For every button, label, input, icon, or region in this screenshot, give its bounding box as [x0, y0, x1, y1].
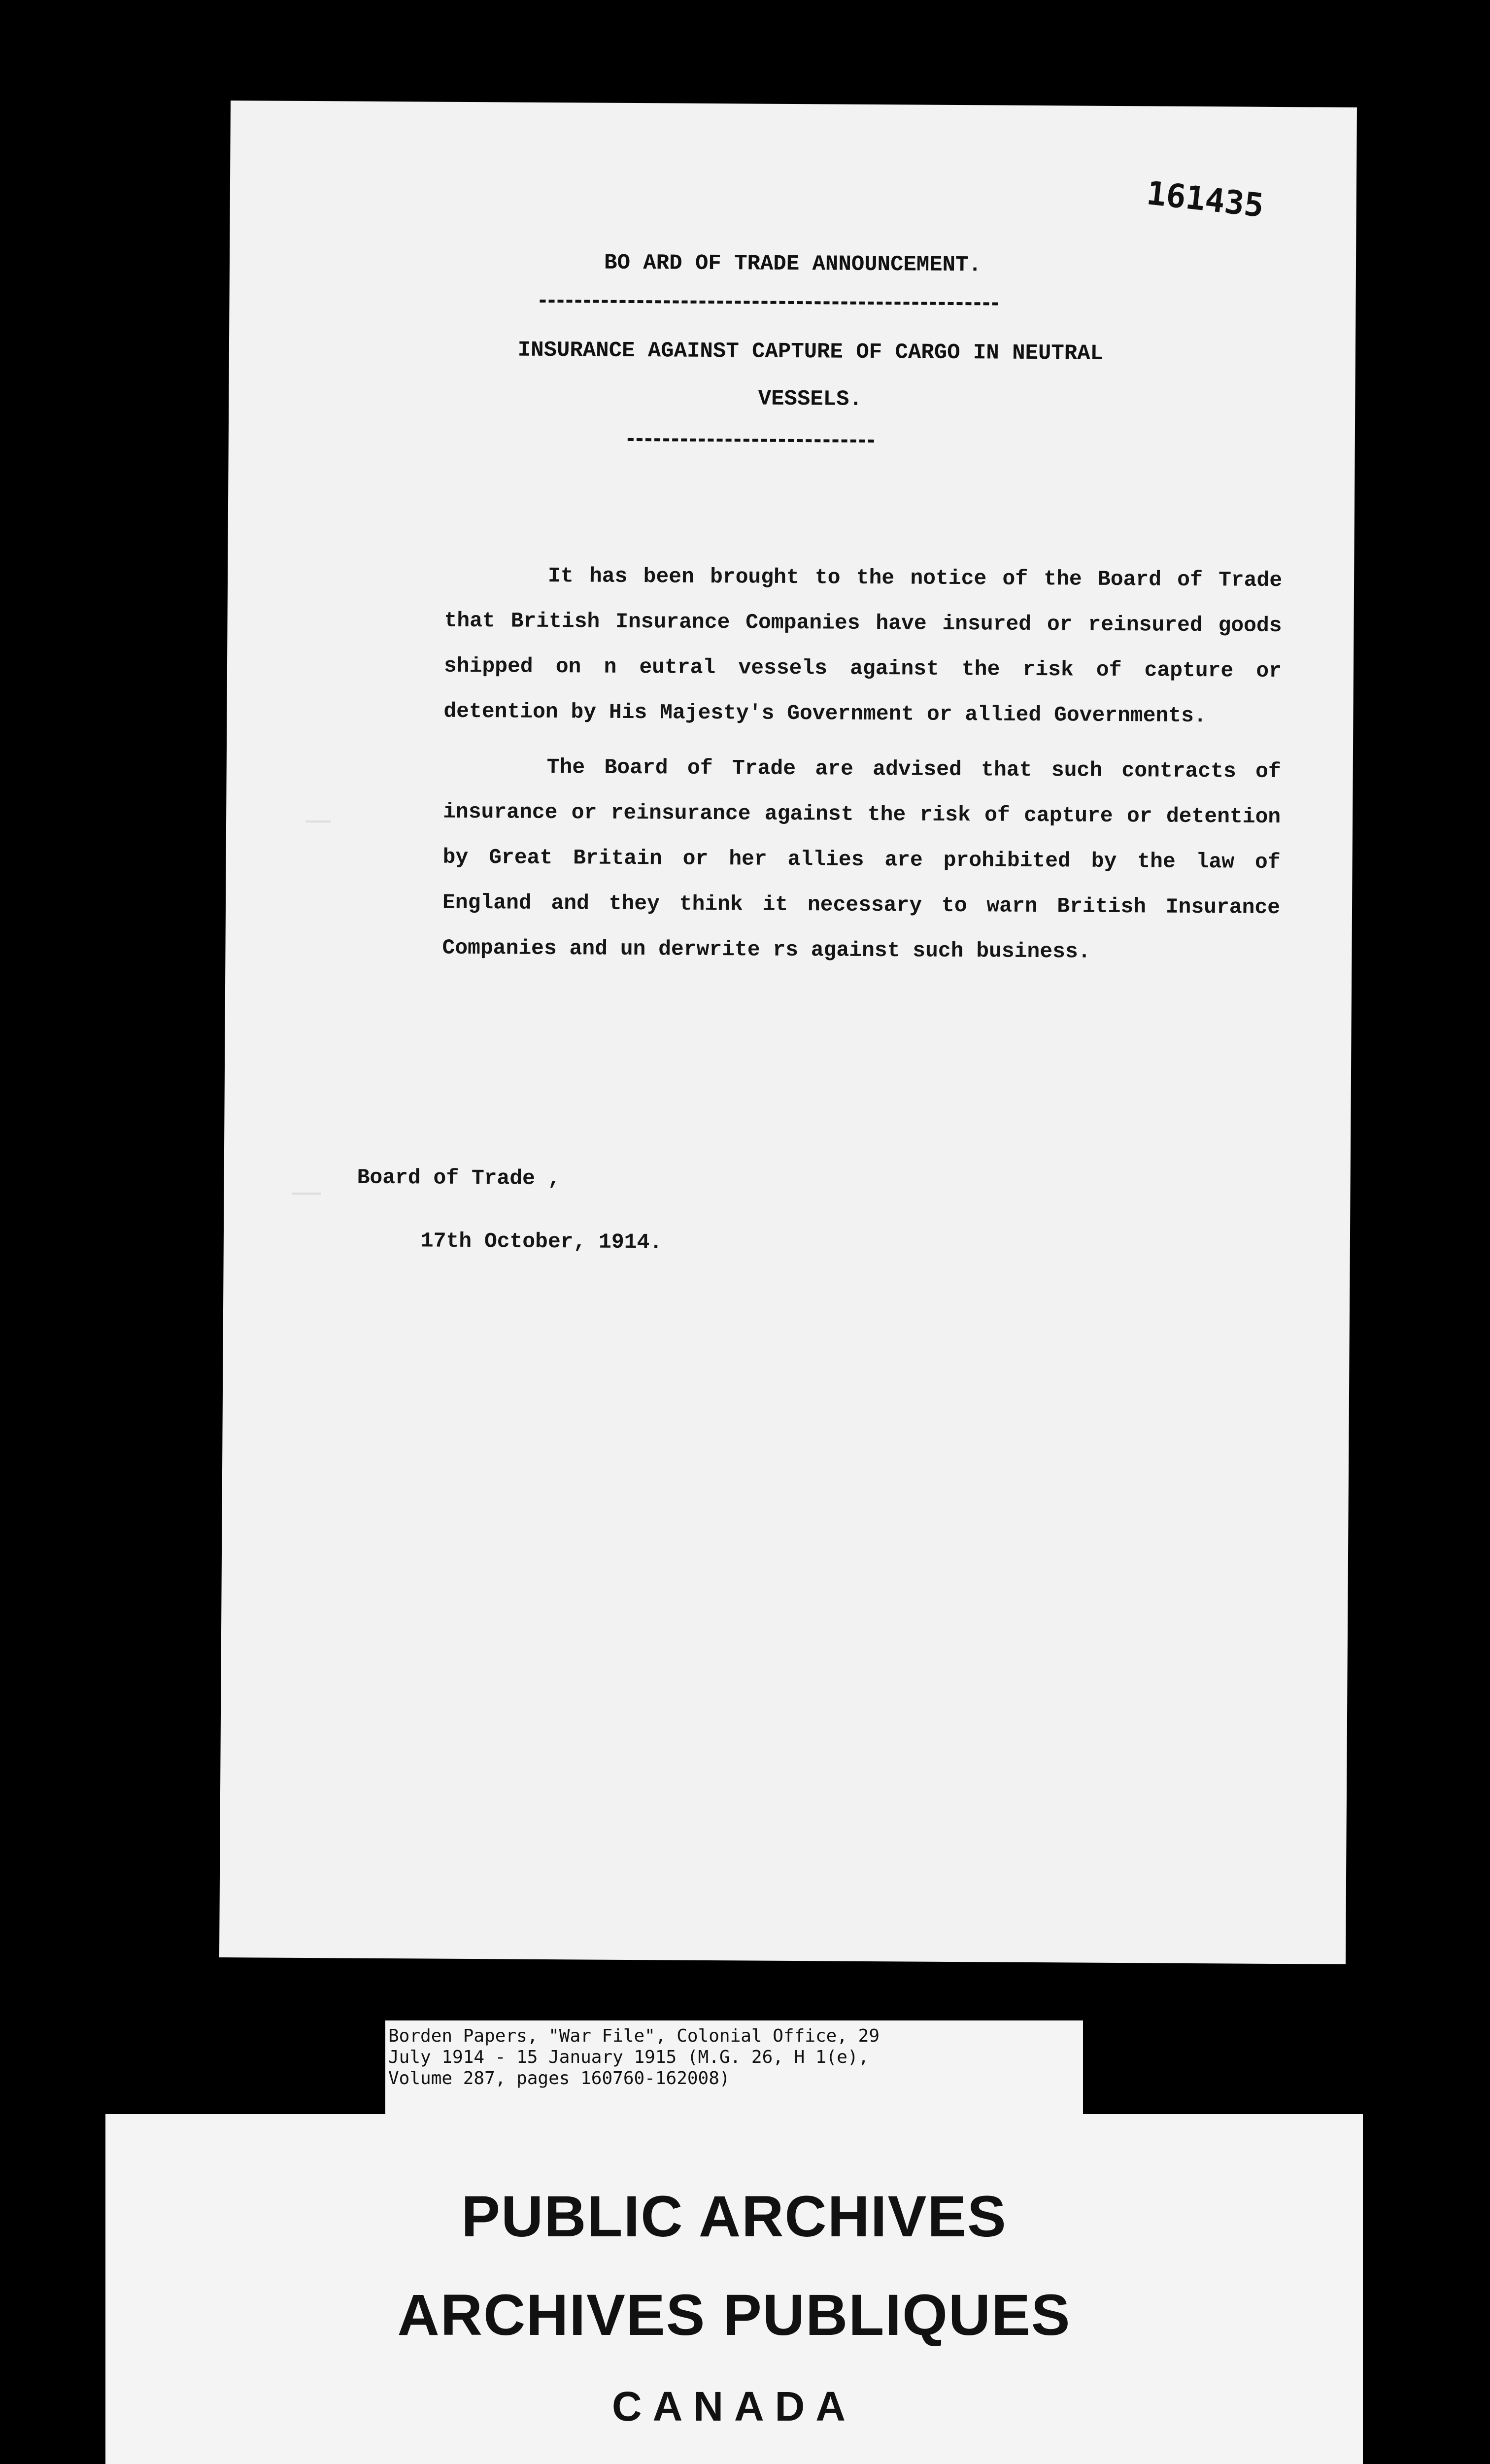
title-underline: [540, 300, 998, 306]
citation-line-3: Volume 287, pages 160760-162008): [388, 2068, 730, 2088]
paragraph-2: The Board of Trade are advised that such contracts of insurance or reinsurance against the risk of capture or detention by Great Britain or her allies are prohibited by the law of England and they think it necessary to warn British Insurance Companies and un derwrite rs against such business.: [442, 754, 1281, 964]
stamp-line-3: CANADA: [612, 2383, 856, 2430]
paragraph-1: It has been brought to the notice of the Board of Trade that British Insurance Companies have insured or reinsured goods shipped on n eutral vessels against the risk of capture or detention by His Majesty's Government or allied Governments.: [443, 563, 1283, 728]
subtitle-line-2: VESSELS.: [758, 386, 863, 412]
document-number: 161435: [1145, 174, 1266, 225]
signoff: [356, 1146, 663, 1274]
stamp-line-1: PUBLIC ARCHIVES: [461, 2184, 1007, 2249]
subtitle-underline: [628, 438, 874, 443]
citation-line-1: Borden Papers, "War File", Colonial Office, 29: [388, 2026, 880, 2046]
margin-mark: [305, 821, 331, 822]
archive-citation-label: [385, 2020, 1083, 2114]
margin-mark: [292, 1193, 321, 1195]
subtitle-line-1: INSURANCE AGAINST CAPTURE OF CARGO IN NEUTRAL: [517, 338, 1104, 366]
document-title: BO ARD OF TRADE ANNOUNCEMENT.: [604, 250, 982, 278]
stamp-line-2: ARCHIVES PUBLIQUES: [397, 2283, 1071, 2348]
public-archives-stamp: [105, 2114, 1363, 2464]
signoff-date: 17th October, 1914.: [420, 1229, 663, 1255]
signoff-place: Board of Trade ,: [357, 1165, 561, 1191]
document-page: [219, 101, 1357, 1964]
announcement-body: [442, 553, 1282, 986]
document-subtitle: [376, 326, 1244, 426]
citation-line-2: July 1914 - 15 January 1915 (M.G. 26, H 1(e),: [388, 2047, 869, 2067]
